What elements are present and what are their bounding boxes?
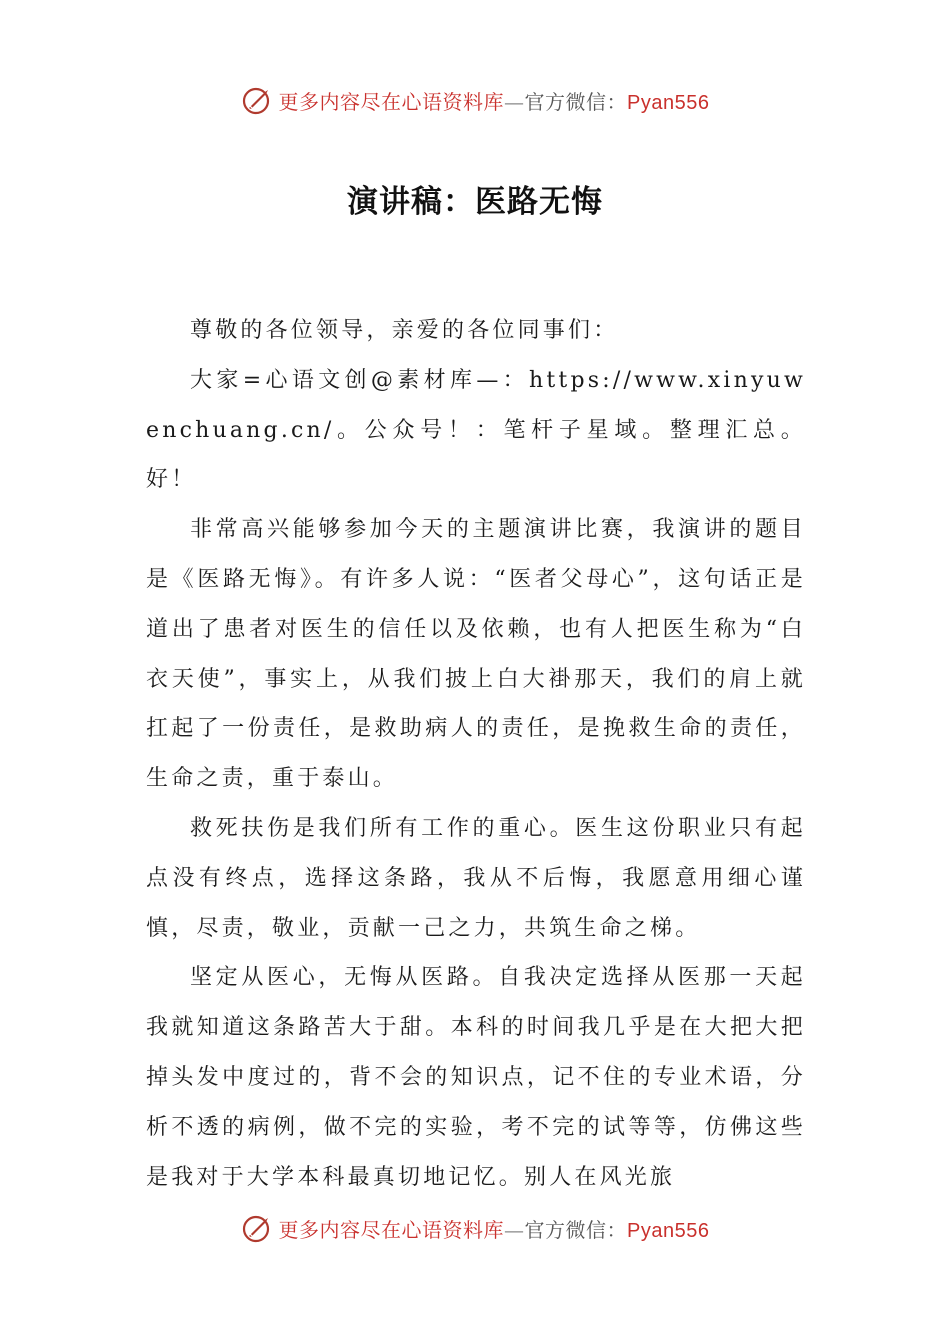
banner-text [279,86,710,115]
banner-separator: — [504,89,525,114]
paragraph: 尊敬的各位领导，亲爱的各位同事们： [190,318,619,343]
banner-label: 官方微信： [524,89,628,114]
pen-logo-icon [241,1212,273,1244]
document-body [146,306,806,1202]
paragraph: 大家=心语文创@素材库—：https://www.xinyuwenchuang.cn/。公众号！：笔杆子星域。整理汇总。好！ [146,367,806,493]
banner-label: 官方微信： [524,1217,628,1242]
paragraph: 非常高兴能够参加今天的主题演讲比赛，我演讲的题目是《医路无悔》。有许多人说：“医者父母心”，这句话正是道出了患者对医生的信任以及依赖，也有人把医生称为“白衣天使”，事实上，从我们披上白大褂那天，我们的肩上就扛起了一份责任，是救助病人的责任，是挽救生命的责任，生命之责，重于泰山。 [146,517,806,792]
banner-separator: — [504,1217,525,1242]
paragraph: 坚定从医心，无悔从医路。自我决定选择从医那一天起我就知道这条路苦大于甜。本科的时间我几乎是在大把大把掉头发中度过的，背不会的知识点，记不住的专业术语，分析不透的病例，做不完的实验，考不完的试等等，仿佛这些是我对于大学本科最真切地记忆。别人在风光旅 [146,965,806,1190]
header-banner [0,80,950,120]
document-title: 演讲稿：医路无悔 [347,184,603,220]
banner-account: Pyan556 [627,91,710,114]
banner-main-text: 更多内容尽在心语资料库 [278,89,505,114]
banner-account: Pyan556 [627,1219,710,1242]
banner-text [279,1214,710,1243]
paragraph: 救死扶伤是我们所有工作的重心。医生这份职业只有起点没有终点，选择这条路，我从不后悔，我愿意用细心谨慎，尽责，敬业，贡献一己之力，共筑生命之梯。 [146,815,806,941]
pen-logo-icon [241,84,273,116]
banner-main-text: 更多内容尽在心语资料库 [278,1217,505,1242]
footer-banner [0,1208,950,1248]
